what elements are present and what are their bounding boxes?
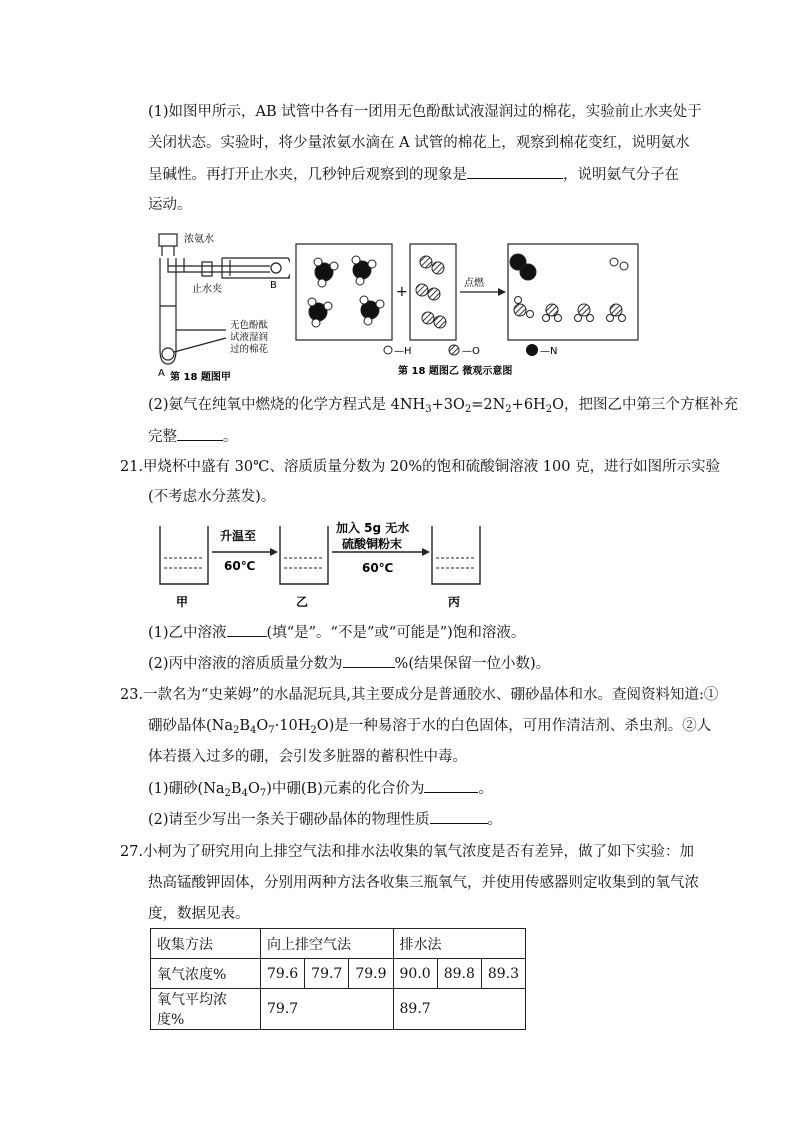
q27-stem-line3: 度，数据见表。: [148, 906, 250, 922]
q23-l2-d: 4: [250, 725, 257, 736]
label-tube-a: A: [158, 368, 165, 379]
label-cotton-line1: 无色酚酞: [230, 320, 269, 331]
q23-s1-a: (1)硼砂(Na: [148, 781, 225, 797]
q20-part1-line3-text-b: ，说明氨气分子在: [563, 167, 679, 183]
q23-stem-line2: [148, 716, 711, 736]
beaker-yi-label: 乙: [296, 595, 309, 609]
q21-sub1: [148, 622, 525, 643]
table-row: [151, 959, 526, 989]
table-cell: 89.8: [437, 959, 481, 989]
eq-sub-4: 2: [545, 404, 553, 415]
q23-s1-h: 。: [478, 781, 493, 797]
table-header-water: 排水法: [393, 929, 526, 959]
q23-s1-g: )中硼(B)元素的化合价为: [266, 781, 425, 797]
table-cell: 79.9: [349, 959, 393, 989]
figure-yi-caption: 第 18 题图乙 微观示意图: [398, 366, 513, 377]
q23-stem-line1: 23.一款名为“史莱姆”的水晶泥玩具,其主要成分是普通胶水、硼砂晶体和水。查阅资料知道:①: [120, 687, 719, 703]
q23-s1-c: B: [230, 781, 242, 797]
arrow-2-head: [422, 548, 430, 556]
legend-oxygen-icon: [449, 345, 459, 355]
arrow-1-head: [270, 548, 278, 556]
dropper-bulb-shape: [159, 234, 177, 246]
eq-text-4: +6H: [511, 397, 546, 413]
reaction-arrow-head: [498, 288, 506, 296]
cotton-a-shape: [162, 348, 174, 360]
table-cell-average-air: 79.7: [261, 989, 394, 1030]
plus-sign: +: [396, 284, 408, 300]
eq-sub-1: 3: [425, 404, 432, 415]
q21-sub2-text-b: %(结果保留一位小数)。: [394, 656, 551, 672]
reaction-arrow-label: 点燃: [464, 278, 484, 289]
table-row: [151, 929, 526, 959]
q20-part2-answer-blank[interactable]: [177, 426, 223, 441]
oxygen-molecules: [416, 256, 446, 328]
q23-sub2-answer-blank[interactable]: [430, 809, 488, 824]
q20-part1-answer-blank[interactable]: [467, 164, 563, 179]
q23-l2-e: O: [256, 718, 269, 734]
q21-stem-line1: 21.甲烧杯中盛有 30℃、溶质质量分数为 20%的饱和硫酸铜溶液 100 克，进行如图所示实验: [120, 459, 721, 475]
beaker-bing-shape: [432, 526, 480, 584]
eq-text-5: O，把图乙中第三个方框补充: [552, 397, 738, 413]
q23-l2-i: O)是一种易溶于水的白色固体，可用作清洁剂、杀虫剂。②人: [316, 718, 712, 734]
q21-sub1-text-b: (填“是”。“不是”或“可能是”)饱和溶液。: [266, 625, 526, 641]
q23-stem-line3: 体若摄入过多的硼，会引发多脏器的蓄积性中毒。: [148, 749, 467, 765]
q23-sub1: [148, 778, 493, 799]
eq-sub-2: 2: [464, 404, 472, 415]
q21-sub2-text-a: (2)丙中溶液的溶质质量分数为: [148, 656, 343, 672]
q23-sub1-answer-blank[interactable]: [424, 778, 478, 793]
q21-sub1-answer-blank[interactable]: [227, 622, 267, 637]
legend-nitrogen-icon: [526, 344, 538, 356]
q20-part2-text-b: 。: [223, 429, 238, 445]
q20-part2-text-a: 完整: [148, 429, 177, 445]
q23-s1-e: O: [247, 781, 260, 797]
table-row-label-average: 氧气平均浓度%: [151, 989, 261, 1030]
table-cell: 79.7: [305, 959, 349, 989]
figure-beakers: [150, 518, 486, 610]
q21-sub2-answer-blank[interactable]: [343, 653, 395, 668]
table-cell: 90.0: [393, 959, 437, 989]
q23-l2-f: 7: [268, 725, 275, 736]
q23-l2-h: 2: [310, 725, 317, 736]
eq-text-3: =2N: [471, 397, 506, 413]
q20-part1-line3-text-a: 呈碱性。再打开止水夹，几秒钟后观察到的现象是: [148, 167, 467, 183]
legend-oxygen-label: —O: [462, 346, 480, 357]
label-cotton-line3: 过的棉花: [230, 344, 269, 355]
clamp-shape: [202, 262, 212, 276]
connecting-tube-shape: [168, 258, 270, 272]
table-cell: 79.6: [261, 959, 305, 989]
q23-l2-a: 硼砂晶体(Na: [148, 718, 233, 734]
q23-s2-a: (2)请至少写出一条关于硼砂晶体的物理性质: [148, 812, 430, 828]
q21-sub2: [148, 653, 550, 674]
figure-test-tubes: [150, 226, 290, 384]
q20-part1-line1: (1)如图甲所示，AB 试管中各有一团用无色酚酞试液湿润过的棉花，实验前止水夹处于: [148, 104, 702, 120]
beaker-jia-shape: [160, 526, 208, 584]
q23-s1-b: 2: [224, 788, 231, 799]
table-row: [151, 989, 526, 1030]
tube-b-body-shape: [222, 258, 290, 278]
label-tube-b: B: [270, 280, 277, 291]
table-row-label-concentration: 氧气浓度%: [151, 959, 261, 989]
box-reactant-ammonia: [296, 244, 392, 340]
label-cotton-line2: 试液湿润: [230, 332, 269, 343]
q23-s1-f: 7: [259, 788, 267, 799]
q21-stem-line2: (不考虑水分蒸发)。: [148, 489, 276, 505]
q23-l2-g: ·10H: [274, 718, 311, 734]
q23-l2-b: 2: [233, 725, 240, 736]
product-molecules: [510, 254, 628, 322]
table-header-upward-air: 向上排空气法: [261, 929, 394, 959]
figure-jia-caption: 第 18 题图甲: [170, 372, 231, 383]
label-clamp: 止水夹: [192, 284, 222, 295]
table-cell-average-water: 89.7: [393, 989, 526, 1030]
q23-s1-d: 4: [241, 788, 248, 799]
figure-micro-diagram: [294, 240, 642, 380]
q20-part1-line3: [148, 164, 679, 185]
q23-s2-b: 。: [487, 812, 503, 828]
legend-hydrogen-icon: [384, 346, 392, 354]
arrow-1-label-line2: 60℃: [224, 559, 256, 573]
label-ammonia: 浓氨水: [184, 234, 214, 245]
beaker-yi-shape: [280, 526, 328, 584]
q27-stem-line2: 热高锰酸钾固体，分别用两种方法各收集三瓶氧气，并使用传感器则定收集到的氧气浓: [148, 875, 699, 891]
beaker-bing-label: 丙: [448, 595, 461, 609]
q21-sub1-text-a: (1)乙中溶液: [148, 625, 227, 641]
legend-hydrogen-label: —H: [394, 346, 412, 357]
table-header-method: 收集方法: [151, 929, 261, 959]
arrow-2-label-line3: 60℃: [362, 561, 394, 575]
q20-part1-line2: 关闭状态。实验时，将少量浓氨水滴在 A 试管的棉花上，观察到棉花变红，说明氨水: [148, 135, 690, 151]
arrow-2-label-line1: 加入 5g 无水: [336, 521, 410, 535]
q27-stem-line1: 27.小柯为了研究用向上排空气法和排水法收集的氧气浓度是否有差异，做了如下实验：加: [120, 844, 695, 860]
cotton-b-shape: [271, 263, 281, 273]
arrow-1-label-line1: 升温至: [220, 529, 257, 543]
eq-sub-3: 2: [505, 404, 512, 415]
box-product: [508, 244, 638, 340]
beaker-jia-label: 甲: [176, 595, 189, 609]
eq-text-1: (2)氨气在纯氧中燃烧的化学方程式是 4NH: [148, 397, 426, 413]
q23-l2-c: B: [239, 718, 251, 734]
q20-part2-line2: [148, 426, 238, 447]
cotton-pointer-lines: [174, 330, 226, 352]
q20-part2-line1: [148, 395, 738, 415]
dropper-stem-shape: [162, 246, 174, 256]
ammonia-molecules: [308, 256, 384, 327]
q23-sub2: [148, 809, 502, 830]
q20-part1-line4: 运动。: [148, 197, 192, 213]
arrow-2-label-line2: 硫酸铜粉末: [342, 537, 403, 551]
legend-nitrogen-label: —N: [540, 346, 558, 357]
eq-text-2: +3O: [431, 397, 465, 413]
oxygen-data-table: [150, 928, 526, 1030]
table-cell: 89.3: [481, 959, 525, 989]
